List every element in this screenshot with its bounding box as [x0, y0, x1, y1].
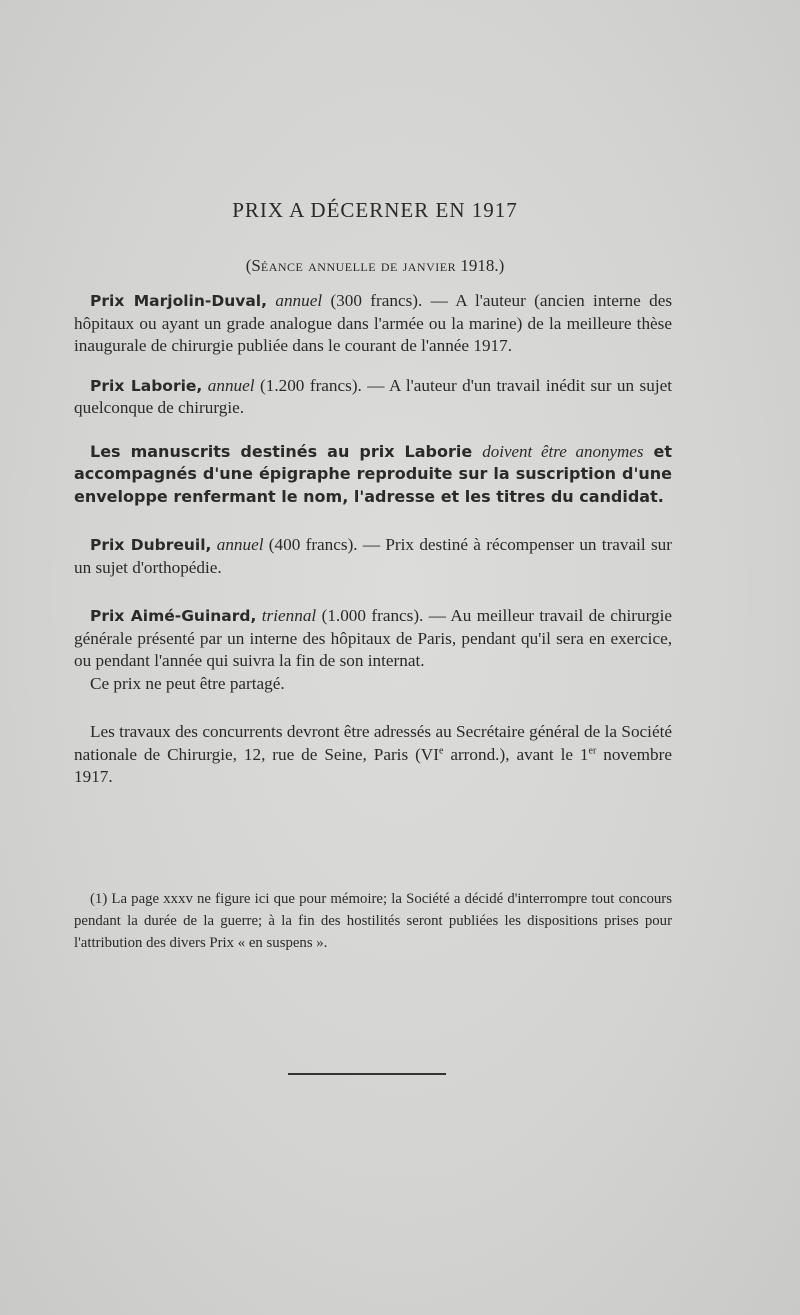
prize-description: (300 francs). — A l'auteur (ancien interne des hôpitaux ou ayant un grade analogue dans l'armée ou la marine) de la meilleure thèse inaugurale de chirurgie publiée dans le courant de l'année 1917.	[74, 291, 673, 355]
subtitle-initial: S	[251, 256, 261, 275]
prize-frequency: annuel	[207, 375, 255, 395]
prize-description: (400 francs). — Prix destiné à récompenser un travail sur un sujet d'orthopédie.	[74, 535, 673, 577]
prize-guinard-note: Ce prix ne peut être partagé.	[90, 673, 285, 693]
subtitle-open: (	[245, 256, 252, 275]
submission-paragraph	[74, 721, 672, 789]
page-title: PRIX A DÉCERNER EN 1917	[232, 198, 518, 222]
superscript: e	[438, 744, 444, 756]
prize-frequency: triennal	[261, 606, 317, 625]
footnote: (1) La page xxxv ne figure ici que pour mémoire; la Société a décidé d'interrompre tout concours pendant la durée de la guerre; à la fin des hostilités seront publiées les dispositions prises pour l'attribution des divers Prix « en suspens ».	[74, 891, 672, 951]
prize-laborie-paragraph	[74, 375, 672, 420]
prize-frequency: annuel	[216, 535, 264, 554]
superscript: er	[588, 744, 597, 756]
submission-text: arrond.), avant le 1	[443, 744, 589, 764]
subtitle-text: éance annuelle de janvier	[260, 256, 457, 275]
laborie-notice	[74, 441, 672, 509]
notice-emphasis: doivent être anonymes	[482, 441, 644, 461]
prize-frequency: annuel	[275, 291, 323, 310]
prize-description: (1.000 francs). — Au meilleur travail de chirurgie générale présenté par un interne des hôpitaux de Paris, pendant qu'il sera en exercice, ou pendant l'année qui suivra la fin de son internat.	[74, 606, 673, 670]
prize-dubreuil-paragraph	[74, 534, 672, 579]
subtitle-close: .)	[494, 256, 505, 275]
document-body	[74, 290, 672, 789]
submission-text: novembre 1917.	[74, 744, 672, 786]
notice-text: Les manuscrits destinés au prix Laborie	[90, 441, 483, 461]
prize-guinard-paragraph	[74, 605, 672, 673]
horizontal-rule	[288, 1073, 446, 1075]
prize-marjolin-paragraph	[74, 290, 672, 358]
prize-description: (1.200 francs). — A l'auteur d'un travail inédit sur un sujet quelconque de chirurgie.	[74, 375, 673, 417]
prize-name: Prix Dubreuil,	[90, 536, 212, 554]
session-subtitle	[0, 256, 750, 276]
prize-name: Prix Marjolin-Duval,	[90, 292, 267, 310]
prize-name: Prix Laborie,	[90, 376, 203, 395]
notice-text: et accompagnés d'une épigraphe reproduite sur la suscription d'une enveloppe renfermant le nom, l'adresse et les titres du candidat.	[74, 441, 672, 506]
prize-name: Prix Aimé-Guinard,	[90, 607, 257, 625]
submission-text: Les travaux des concurrents devront être adressés au Secrétaire général de la Société nationale de Chirurgie, 12, rue de Seine, Paris (VI	[74, 722, 672, 764]
subtitle-year: 1918	[460, 256, 495, 275]
